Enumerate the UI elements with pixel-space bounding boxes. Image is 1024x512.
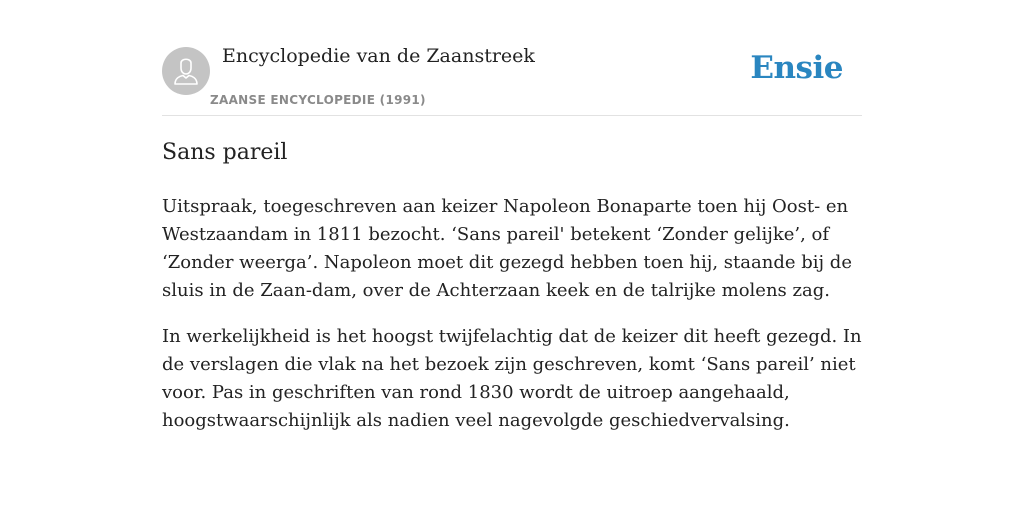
source-header bbox=[162, 44, 862, 116]
entry-body bbox=[162, 193, 862, 435]
entry-paragraph: In werkelijkheid is het hoogst twijfelachtig dat de keizer dit heeft gezegd. In de verslagen die vlak na het bezoek zijn geschreven, komt ‘Sans pareil’ niet voor. Pas in geschriften van rond 1830 wordt de uitroep aangehaald, hoogstwaarschijnlijk als nadien veel nagevolgde geschiedvervalsing. bbox=[162, 326, 862, 431]
entry-title: Sans pareil bbox=[162, 140, 288, 165]
entry-paragraph: Uitspraak, toegeschreven aan keizer Napoleon Bonaparte toen hij Oost- en Westzaandam in 1811 bezocht. ‘Sans pareil' betekent ‘Zonder gelijke’, of ‘Zonder weerga’. Napoleon moet dit gezegd hebben toen hij, staande bij de sluis in de Zaan-dam, over de Achterzaan keek en de talrijke molens zag. bbox=[162, 196, 852, 301]
source-subtitle[interactable]: ZAANSE ENCYCLOPEDIE (1991) bbox=[210, 93, 426, 107]
user-placeholder-icon bbox=[162, 47, 210, 95]
source-title[interactable]: Encyclopedie van de Zaanstreek bbox=[222, 45, 535, 67]
ensie-logo[interactable]: Ensie bbox=[750, 50, 843, 86]
